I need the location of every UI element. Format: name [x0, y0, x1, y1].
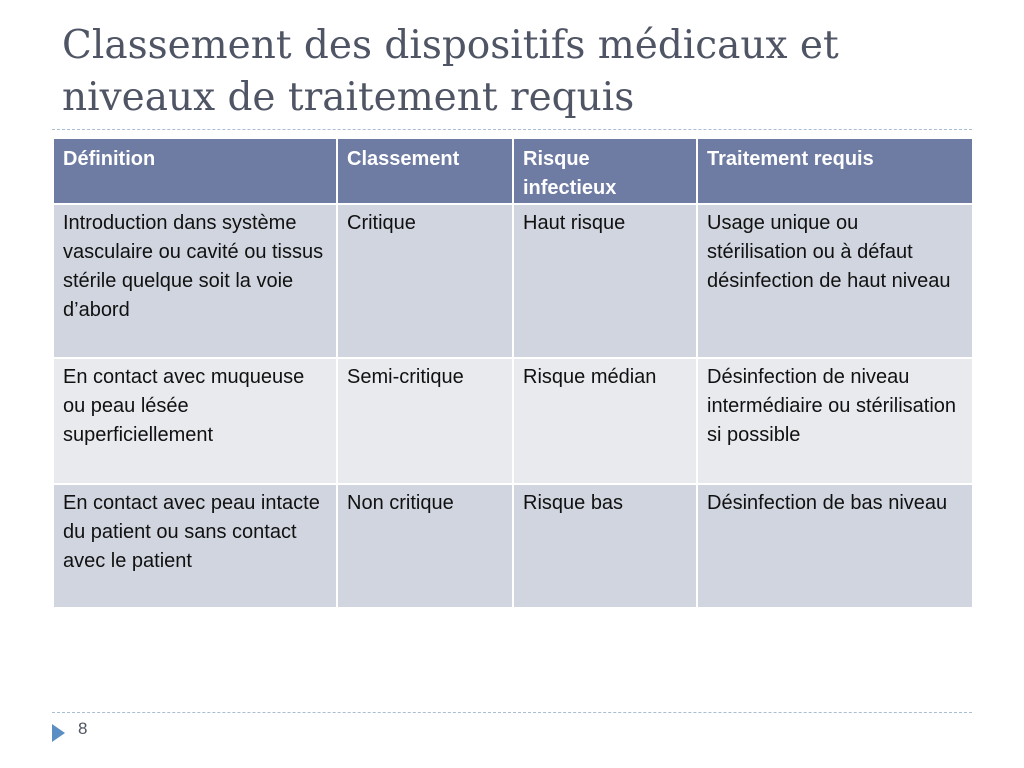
header-classement: Classement [337, 138, 513, 204]
cell-traitement: Désinfection de bas niveau [697, 484, 973, 608]
cell-traitement: Désinfection de niveau intermédiaire ou stérilisation si possible [697, 358, 973, 484]
cell-classement: Non critique [337, 484, 513, 608]
slide-title [62, 20, 992, 124]
cell-definition: En contact avec peau intacte du patient ou sans contact avec le patient [53, 484, 337, 608]
cell-classement: Semi-critique [337, 358, 513, 484]
title-line-1: Classement des dispositifs médicaux et [62, 23, 839, 68]
classification-table [52, 137, 974, 609]
cell-definition: En contact avec muqueuse ou peau lésée superficiellement [53, 358, 337, 484]
cell-risque: Risque bas [513, 484, 697, 608]
title-divider [52, 129, 972, 130]
table-row [53, 358, 973, 484]
cell-classement: Critique [337, 204, 513, 358]
table-row [53, 204, 973, 358]
header-traitement-requis: Traitement requis [697, 138, 973, 204]
header-risque-infectieux: Risque infectieux [513, 138, 697, 204]
cell-traitement: Usage unique ou stérilisation ou à défaut désinfection de haut niveau [697, 204, 973, 358]
cell-risque: Haut risque [513, 204, 697, 358]
triangle-right-icon [52, 724, 65, 742]
table-row [53, 484, 973, 608]
cell-definition: Introduction dans système vasculaire ou cavité ou tissus stérile quelque soit la voie d’abord [53, 204, 337, 358]
footer-divider [52, 712, 972, 713]
cell-risque: Risque médian [513, 358, 697, 484]
header-definition: Définition [53, 138, 337, 204]
table-header-row [53, 138, 973, 204]
page-number: 8 [78, 719, 88, 738]
title-line-2: niveaux de traitement requis [62, 75, 635, 120]
